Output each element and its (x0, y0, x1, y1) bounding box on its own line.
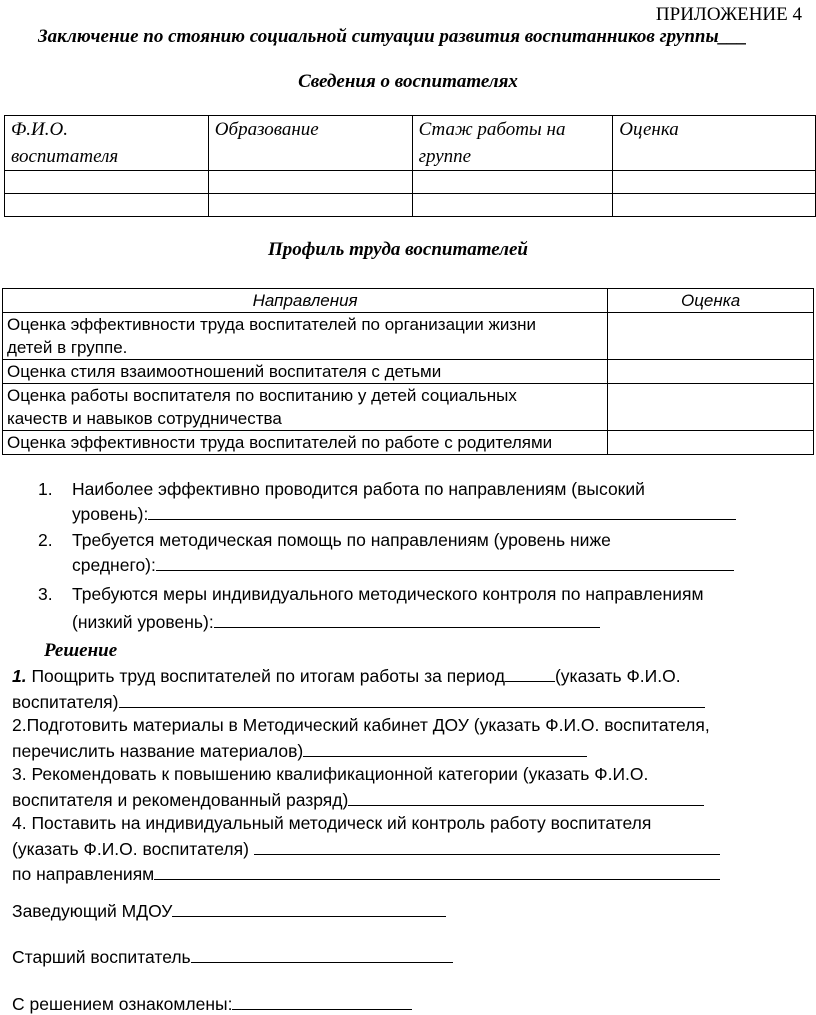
direction-cell: Оценка работы воспитателя по воспитанию у детей социальных качеств и навыков сотрудничества (3, 384, 608, 431)
score-cell (608, 431, 814, 455)
fill-line[interactable] (156, 552, 734, 571)
table-row (3, 384, 814, 431)
direction-cell: Оценка стиля взаимоотношений воспитателя с детьми (3, 360, 608, 384)
fill-line[interactable] (119, 689, 705, 708)
fill-line[interactable] (148, 501, 736, 520)
direction-cell: Оценка эффективности труда воспитателей по организации жизни детей в группе. (3, 313, 608, 360)
section-educators-info-title: Сведения о воспитателях (298, 71, 518, 92)
table-header-row (3, 289, 814, 313)
header-score: Оценка (608, 289, 814, 313)
direction-cell: Оценка эффективности труда воспитателей по работе с родителями (3, 431, 608, 455)
empty-cell (412, 194, 613, 217)
fill-line[interactable] (348, 787, 704, 806)
header-directions: Направления (3, 289, 608, 313)
empty-cell (208, 194, 412, 217)
score-cell (608, 313, 814, 360)
appendix-label: ПРИЛОЖЕНИЕ 4 (655, 4, 802, 25)
table-header-row (5, 116, 816, 171)
empty-cell (5, 171, 209, 194)
list-item: 2. Требуется методическая помощь по направлениям (уровень ниже среднего): (38, 529, 736, 577)
header-score: Оценка (613, 116, 816, 171)
document-title: Заключение по стоянию социальной ситуации развития воспитанников группы___ (38, 26, 748, 47)
table-row (5, 194, 816, 217)
table-row (3, 313, 814, 360)
list-item: 1. Наиболее эффективно проводится работа по направлениям (высокий уровень): (38, 478, 736, 526)
signature-head: Заведующий МДОУ (12, 898, 446, 922)
fill-line[interactable] (254, 836, 720, 855)
decisions-block: 1. Поощрить труд воспитателей по итогам работы за период (указать Ф.И.О. воспитателя) 2.Подготовить материалы в Методический кабинет ДОУ (указать Ф.И.О. воспитателя, перечислить название материалов) 3. Рекомендовать к повышению квалификационной категории (указать Ф.И.О. воспитателя и рекомендованный разряд) 4. Поставить на индивидуальный методическ ий контроль работу воспитателя (указать Ф.И.О. воспитателя) по направлениям (12, 663, 720, 887)
empty-cell (613, 171, 816, 194)
score-cell (608, 384, 814, 431)
fill-line[interactable] (214, 609, 600, 628)
header-fio: Ф.И.О. воспитателя (5, 116, 209, 171)
empty-cell (412, 171, 613, 194)
header-experience: Стаж работы на группе (412, 116, 613, 171)
list-item: 3. Требуются меры индивидуального методического контроля по направлениям (низкий уровень): (38, 584, 704, 632)
fill-line[interactable] (154, 861, 720, 880)
signature-line[interactable] (172, 898, 446, 917)
decision-title: Решение (44, 640, 118, 661)
decision-number: 1. (12, 666, 27, 686)
section-work-profile-title: Профиль труда воспитателей (267, 239, 529, 260)
signature-line[interactable] (232, 991, 412, 1010)
empty-cell (208, 171, 412, 194)
empty-cell (613, 194, 816, 217)
table-row (5, 171, 816, 194)
fill-line[interactable] (505, 663, 555, 682)
signature-line[interactable] (191, 944, 453, 963)
signature-senior: Старший воспитатель (12, 944, 453, 968)
signature-acquainted: С решением ознакомлены: (12, 991, 412, 1015)
table-row (3, 360, 814, 384)
educators-info-table (4, 115, 816, 217)
conclusions-list (38, 478, 736, 636)
fill-line[interactable] (303, 738, 587, 757)
empty-cell (5, 194, 209, 217)
work-profile-table (2, 288, 814, 455)
header-education: Образование (208, 116, 412, 171)
score-cell (608, 360, 814, 384)
table-row (3, 431, 814, 455)
